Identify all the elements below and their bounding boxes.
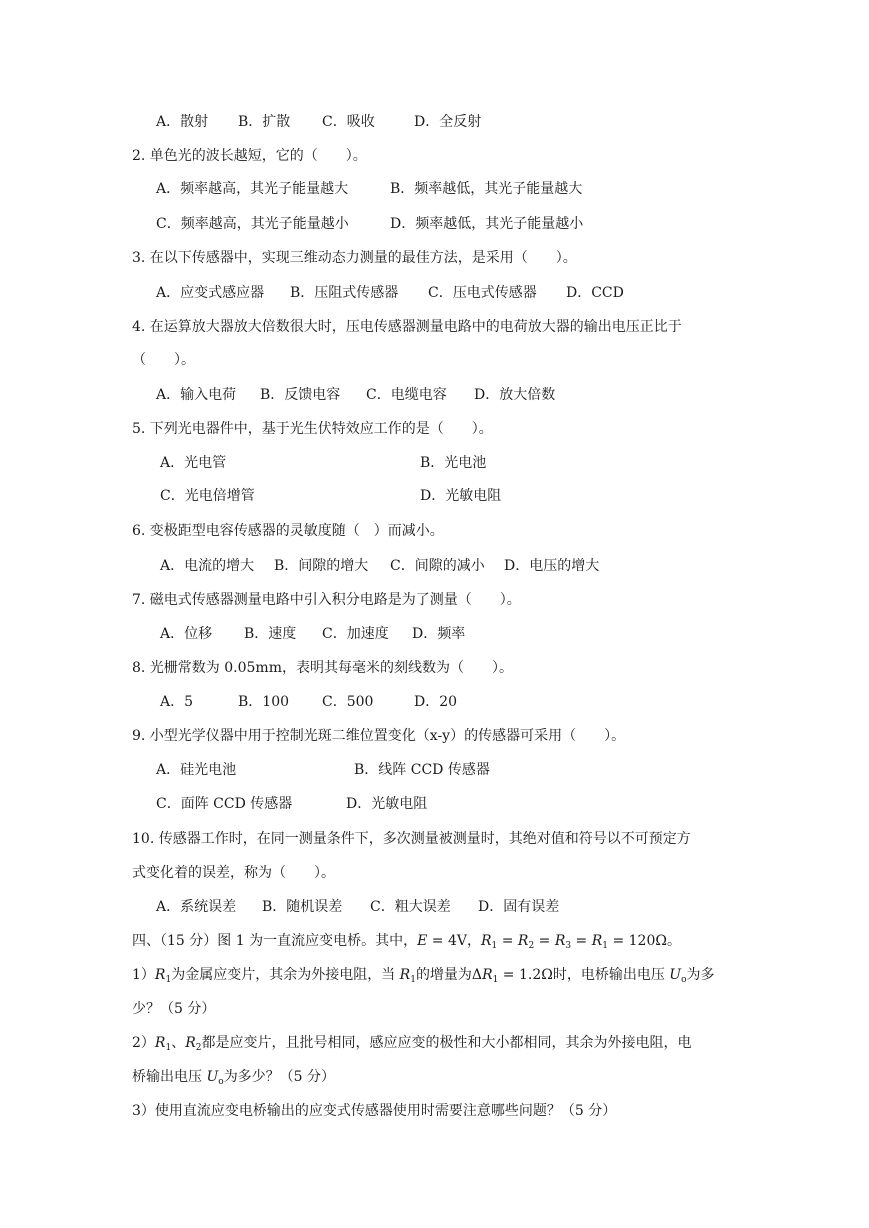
section4-part1-line1: $1)R_1$为金属应变片，其余为外接电阻，当 $R_1$的增量为$\Delta R_1 = 1.2\Omega$时，电桥输出电压 $U_o$为多	[132, 967, 715, 985]
q5-option-d: D．光敏电阻	[420, 488, 502, 504]
q10-option-d: D．固有误差	[478, 899, 560, 915]
q4-option-b: B．反馈电容	[260, 387, 341, 403]
q3-option-d: D．CCD	[566, 285, 624, 301]
section4-part3: 3）使用直流应变电桥输出的应变式传感器使用时需要注意哪些问题？（5 分）	[132, 1103, 617, 1119]
q1-option-c: C．吸收	[322, 114, 375, 130]
q3-option-c: C．压电式传感器	[428, 285, 537, 301]
q10-stem-line2: 式变化着的误差，称为（ ）。	[132, 865, 335, 881]
q5-option-a: A．光电管	[160, 455, 227, 471]
q3-stem: 3. 在以下传感器中，实现三维动态力测量的最佳方法，是采用（ ）。	[132, 250, 577, 266]
q8-option-d: D．20	[414, 694, 458, 710]
section4-part1-line2: 少？（5 分）	[132, 1001, 216, 1017]
q6-option-d: D．电压的增大	[504, 558, 600, 574]
q10-option-b: B．随机误差	[262, 899, 343, 915]
q7-option-d: D．频率	[412, 626, 466, 642]
q1-option-b: B．扩散	[238, 114, 291, 130]
q4-stem-line1: 4. 在运算放大器放大倍数很大时，压电传感器测量电路中的电荷放大器的输出电压正比于	[132, 319, 682, 335]
q1-option-d: D．全反射	[414, 114, 482, 130]
q8-stem: 8. 光栅常数为 0.05mm，表明其每毫米的刻线数为（ ）。	[132, 660, 513, 676]
q4-option-a: A．输入电荷	[156, 387, 237, 403]
q9-option-b: B．线阵 CCD 传感器	[354, 762, 490, 778]
q7-option-b: B．速度	[244, 626, 297, 642]
q2-option-b: B．频率越低，其光子能量越大	[390, 181, 583, 197]
section4-heading: 四、（15 分）图 1 为一直流应变电桥。其中，E = 4V，$R_1 = R_2 = R_3 = R_1 = 120\Omega$。	[132, 933, 681, 951]
q6-option-b: B．间隙的增大	[274, 558, 369, 574]
q8-option-b: B．100	[238, 694, 290, 710]
q8-option-a: A．5	[160, 694, 194, 710]
q1-option-a: A．散射	[156, 114, 209, 130]
q6-option-a: A．电流的增大	[160, 558, 255, 574]
q9-stem: 9. 小型光学仪器中用于控制光斑二维位置变化（x-y）的传感器可采用（ ）。	[132, 728, 626, 744]
q2-option-c: C．频率越高，其光子能量越小	[156, 216, 349, 232]
q2-option-a: A．频率越高，其光子能量越大	[156, 181, 349, 197]
q10-stem-line1: 10. 传感器工作时，在同一测量条件下，多次测量被测量时，其绝对值和符号以不可预定方	[132, 831, 691, 847]
q4-stem-line2: （ ）。	[132, 352, 195, 368]
q9-option-c: C．面阵 CCD 传感器	[156, 796, 293, 812]
q10-option-a: A．系统误差	[156, 899, 237, 915]
q4-option-d: D．放大倍数	[474, 387, 556, 403]
q4-option-c: C．电缆电容	[366, 387, 447, 403]
q5-stem: 5. 下列光电器件中，基于光生伏特效应工作的是（ ）。	[132, 421, 493, 437]
q3-option-a: A．应变式感应器	[156, 285, 265, 301]
q9-option-d: D．光敏电阻	[346, 796, 428, 812]
q7-option-c: C．加速度	[322, 626, 389, 642]
q3-option-b: B．压阻式传感器	[290, 285, 399, 301]
q2-option-d: D．频率越低，其光子能量越小	[390, 216, 584, 232]
q8-option-c: C．500	[322, 694, 374, 710]
q9-option-a: A．硅光电池	[156, 762, 237, 778]
q7-stem: 7. 磁电式传感器测量电路中引入积分电路是为了测量（ ）。	[132, 592, 521, 608]
section4-part2-line1: $2)R_1$、$R_2$都是应变片，且批号相同，感应应变的极性和大小都相同，其余为外接电阻，电	[132, 1035, 692, 1053]
q5-option-b: B．光电池	[420, 455, 487, 471]
q6-stem: 6. 变极距型电容传感器的灵敏度随（ ）而减小。	[132, 523, 444, 539]
q5-option-c: C．光电倍增管	[160, 488, 255, 504]
section4-part2-line2: 桥输出电压 $U_o$为多少？（5 分）	[132, 1069, 336, 1087]
q10-option-c: C．粗大误差	[370, 899, 451, 915]
q6-option-c: C．间隙的减小	[390, 558, 485, 574]
q2-stem: 2. 单色光的波长越短，它的（ ）。	[132, 148, 367, 164]
q7-option-a: A．位移	[160, 626, 213, 642]
